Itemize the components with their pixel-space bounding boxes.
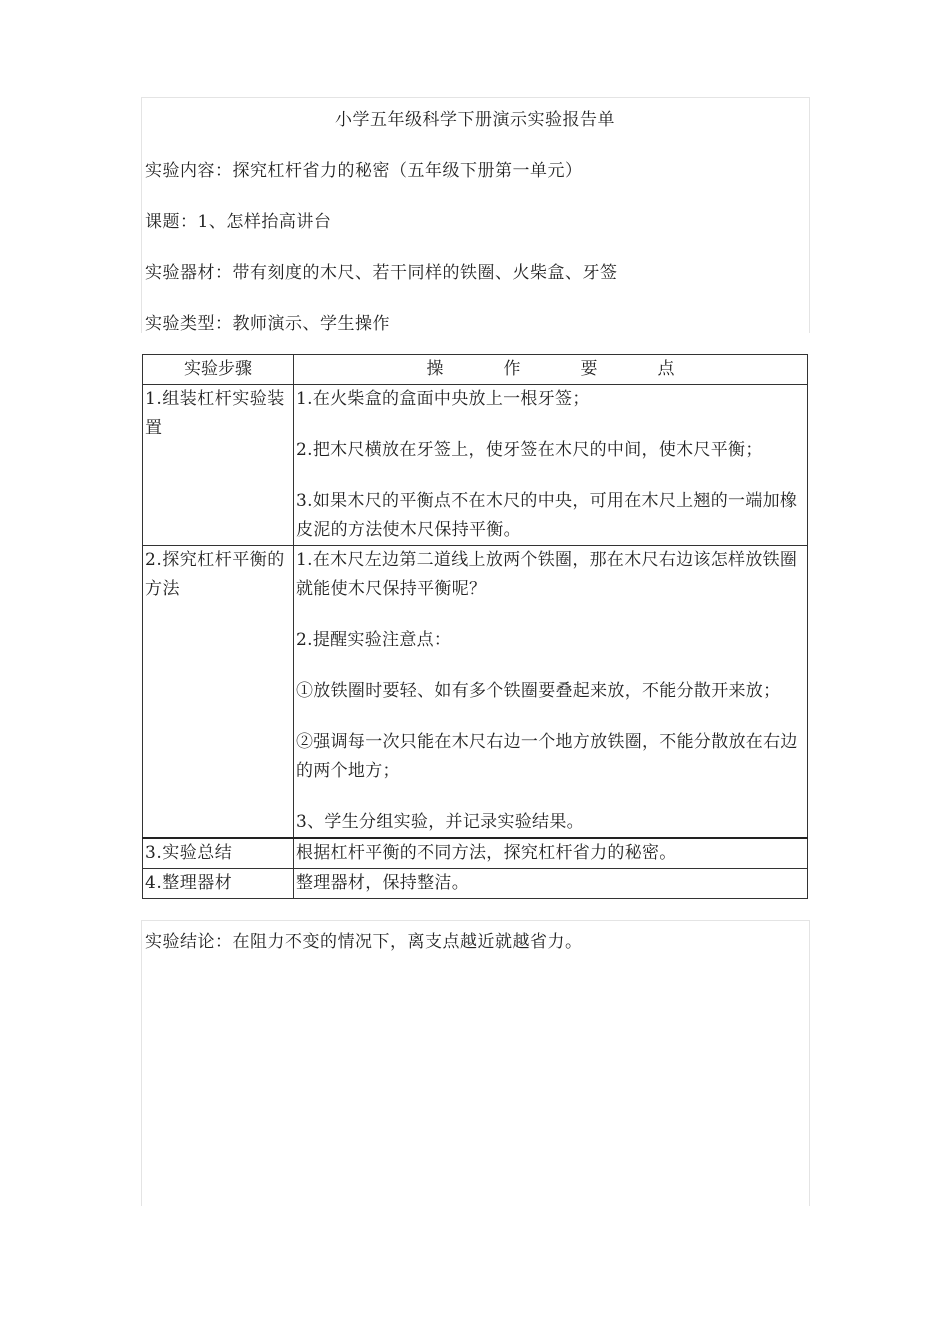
point-text: 1.在火柴盒的盒面中央放上一根牙签；	[296, 389, 590, 409]
point-text: 2.提醒实验注意点：	[296, 630, 452, 650]
experiment-materials: 实验器材：带有刻度的木尺、若干同样的铁圈、火柴盒、牙签	[145, 263, 618, 283]
table-row	[143, 546, 808, 839]
point-text: ①放铁圈时要轻、如有多个铁圈要叠起来放，不能分散开来放；	[296, 681, 781, 701]
point-text: 2.把木尺横放在牙签上，使牙签在木尺的中间，使木尺平衡；	[296, 440, 763, 460]
table-row	[143, 385, 808, 546]
header-char: 要	[580, 359, 598, 379]
step-label: 3.实验总结	[143, 838, 294, 869]
table-row	[143, 838, 808, 869]
header-step: 实验步骤	[143, 355, 294, 385]
point-text: 整理器材，保持整洁。	[296, 873, 469, 893]
experiment-conclusion: 实验结论：在阻力不变的情况下，离支点越近就越省力。	[145, 932, 583, 952]
experiment-topic: 课题：1、怎样抬高讲台	[145, 212, 332, 232]
step-label: 4.整理器材	[143, 869, 294, 899]
step-points	[294, 546, 808, 839]
header-char: 作	[503, 359, 521, 379]
document-title: 小学五年级科学下册演示实验报告单	[335, 110, 615, 130]
conclusion-frame	[141, 920, 810, 1206]
point-text: 1.在木尺左边第二道线上放两个铁圈，那在木尺右边该怎样放铁圈就能使木尺保持平衡呢？	[296, 550, 798, 599]
header-char: 操	[426, 359, 444, 379]
experiment-content: 实验内容：探究杠杆省力的秘密（五年级下册第一单元）	[145, 161, 583, 181]
point-text: ②强调每一次只能在木尺右边一个地方放铁圈，不能分散放在右边的两个地方；	[296, 732, 798, 781]
point-text: 3、学生分组实验，并记录实验结果。	[296, 812, 584, 832]
experiment-type: 实验类型：教师演示、学生操作	[145, 314, 390, 334]
table-row	[143, 869, 808, 899]
step-label: 1.组装杠杆实验装置	[143, 385, 294, 546]
table-header-row	[143, 355, 808, 385]
point-text: 根据杠杆平衡的不同方法，探究杠杆省力的秘密。	[296, 843, 677, 863]
steps-table	[142, 354, 808, 899]
step-points	[294, 869, 808, 899]
step-points	[294, 838, 808, 869]
header-operation-points	[294, 355, 808, 385]
step-label: 2.探究杠杆平衡的方法	[143, 546, 294, 839]
header-char: 点	[657, 359, 675, 379]
point-text: 3.如果木尺的平衡点不在木尺的中央，可用在木尺上翘的一端加橡皮泥的方法使木尺保持平衡。	[296, 491, 798, 540]
step-points	[294, 385, 808, 546]
